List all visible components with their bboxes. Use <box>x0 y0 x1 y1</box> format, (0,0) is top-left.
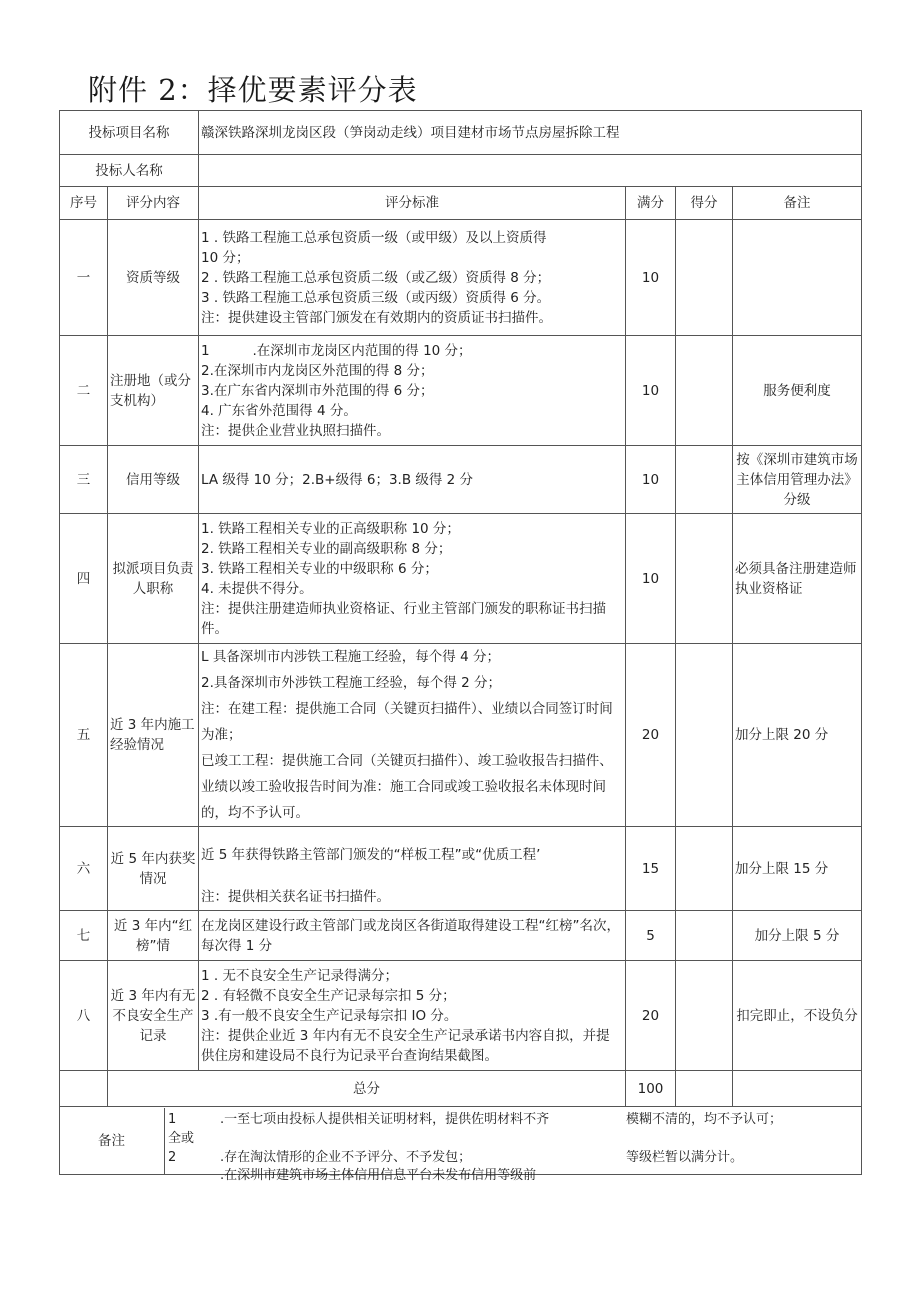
criteria-line: 10 分； <box>201 249 250 266</box>
table-row <box>60 911 862 961</box>
row-max: 10 <box>626 514 676 644</box>
row-item: 近 3 年内“红榜”情 <box>108 911 199 961</box>
col-header-max: 满分 <box>626 187 676 220</box>
criteria-line: 2 . 有轻微不良安全生产记录每宗扣 5 分； <box>201 987 456 1004</box>
table-row <box>60 644 862 827</box>
row-item: 拟派项目负责人职称 <box>108 514 199 644</box>
notes-label: 备注 <box>98 1132 125 1149</box>
note-text-cont: 模糊不清的，均不予认可； <box>626 1111 783 1127</box>
criteria-line: 3 .有一般不良安全生产记录每宗扣 IO 分。 <box>201 1007 458 1024</box>
criteria-line: 1 . 无不良安全生产记录得满分； <box>201 967 398 984</box>
row-criteria <box>199 827 626 911</box>
row-item: 近 5 年内获奖情况 <box>108 827 199 911</box>
row-remark: 加分上限 15 分 <box>733 827 862 911</box>
page-title: 附件 2：择优要素评分表 <box>88 73 418 107</box>
row-remark: 服务便利度 <box>733 336 862 446</box>
row-max: 10 <box>626 336 676 446</box>
note-number: 2 <box>168 1149 177 1165</box>
row-item: 近 3 年内施工经验情况 <box>108 644 199 827</box>
row-no: 四 <box>60 514 108 644</box>
row-criteria <box>199 446 626 514</box>
criteria-line: 近 5 年获得铁路主管部门颁发的“样板工程”或“优质工程’ <box>201 847 541 863</box>
row-criteria <box>199 336 626 446</box>
col-header-score: 得分 <box>676 187 733 220</box>
row-remark <box>733 220 862 336</box>
criteria-line: 注：提供注册建造师执业资格证、行业主管部门颁发的职称证书扫描件。 <box>201 600 606 637</box>
note-text: .存在淘汰情形的企业不予评分、不予发包； <box>220 1149 472 1165</box>
row-score[interactable] <box>676 827 733 911</box>
note-number: 1 <box>168 1111 177 1127</box>
notes-divider <box>164 1108 165 1174</box>
row-max: 15 <box>626 827 676 911</box>
row-score[interactable] <box>676 911 733 961</box>
row-remark: 加分上限 20 分 <box>733 644 862 827</box>
row-no: 七 <box>60 911 108 961</box>
total-score[interactable] <box>676 1071 733 1107</box>
criteria-line: 注：提供建设主管部门颁发在有效期内的资质证书扫描件。 <box>201 309 552 326</box>
row-remark: 加分上限 5 分 <box>733 911 862 961</box>
table-row <box>60 446 862 514</box>
row-criteria <box>199 514 626 644</box>
col-header-remark: 备注 <box>733 187 862 220</box>
criteria-line: 注：在建工程：提供施工合同（关键页扫描件）、业绩以合同签订时间为准； <box>201 701 613 743</box>
row-max: 10 <box>626 220 676 336</box>
column-header-row <box>60 187 862 220</box>
note-text-cont: 等级栏暂以满分计。 <box>626 1149 744 1165</box>
row-score[interactable] <box>676 446 733 514</box>
row-no: 八 <box>60 961 108 1071</box>
row-max: 20 <box>626 961 676 1071</box>
notes-row <box>60 1107 862 1175</box>
criteria-line: L 具备深圳市内涉铁工程施工经验，每个得 4 分； <box>201 649 500 665</box>
row-item: 资质等级 <box>108 220 199 336</box>
notes-block <box>60 1108 861 1183</box>
criteria-line: 在龙岗区建设行政主管部门或龙岗区各街道取得建设工程“红榜”名次，每次得 1 分 <box>201 917 620 954</box>
row-no: 一 <box>60 220 108 336</box>
row-remark: 必须具备注册建造师执业资格证 <box>733 514 862 644</box>
total-max: 100 <box>626 1071 676 1107</box>
row-no: 六 <box>60 827 108 911</box>
project-name-value: 赣深铁路深圳龙岗区段（笋岗动走线）项目建材市场节点房屋拆除工程 <box>199 111 862 155</box>
criteria-line: 注：提供相关获名证书扫描件。 <box>201 889 390 905</box>
row-score[interactable] <box>676 336 733 446</box>
criteria-line: 2.具备深圳市外涉铁工程施工经验，每个得 2 分； <box>201 675 502 691</box>
row-max: 20 <box>626 644 676 827</box>
total-no <box>60 1071 108 1107</box>
row-score[interactable] <box>676 644 733 827</box>
row-no: 五 <box>60 644 108 827</box>
criteria-line: LA 级得 10 分；2.B+级得 6；3.B 级得 2 分 <box>201 471 474 488</box>
total-remark <box>733 1071 862 1107</box>
criteria-line: 1 . 铁路工程施工总承包资质一级（或甲级）及以上资质得 <box>201 229 547 246</box>
row-criteria <box>199 644 626 827</box>
criteria-line: 注：提供企业近 3 年内有无不良安全生产记录承诺书内容自拟，并提供住房和建设局不良行为记录平台查询结果截图。 <box>201 1027 610 1064</box>
table-row <box>60 514 862 644</box>
notes-cell <box>60 1107 862 1183</box>
criteria-line: 1. 铁路工程相关专业的正高级职称 10 分； <box>201 520 460 537</box>
criteria-line: 已竣工工程：提供施工合同（关键页扫描件）、竣工验收报告扫描件、业绩以竣工验收报告时间为准：施工合同或竣工验收报名未体现时间的，均不予认可。 <box>201 753 613 821</box>
criteria-line: 1 .在深圳市龙岗区内范围的得 10 分； <box>201 342 472 359</box>
table-row <box>60 827 862 911</box>
col-header-no: 序号 <box>60 187 108 220</box>
criteria-line: 2. 铁路工程相关专业的副高级职称 8 分； <box>201 540 452 557</box>
row-score[interactable] <box>676 961 733 1071</box>
row-max: 10 <box>626 446 676 514</box>
bidder-name-row <box>60 155 862 187</box>
criteria-line: 3 . 铁路工程施工总承包资质三级（或丙级）资质得 6 分。 <box>201 289 551 306</box>
total-label: 总分 <box>108 1071 626 1107</box>
scoring-table <box>59 110 862 1183</box>
bidder-name-value[interactable] <box>199 155 862 187</box>
row-item: 注册地（或分支机构） <box>108 336 199 446</box>
criteria-line: 2.在深圳市内龙岗区外范围的得 8 分； <box>201 362 434 379</box>
table-row <box>60 336 862 446</box>
note-text: .一至七项由投标人提供相关证明材料，提供佐明材料不齐 <box>220 1111 550 1127</box>
criteria-line: 3.在广东省内深圳市外范围的得 6 分； <box>201 382 434 399</box>
bidder-name-label: 投标人名称 <box>60 155 199 187</box>
criteria-line: 注：提供企业营业执照扫描件。 <box>201 422 390 439</box>
criteria-line: 3. 铁路工程相关专业的中级职称 6 分； <box>201 560 438 577</box>
row-criteria <box>199 961 626 1071</box>
row-score[interactable] <box>676 514 733 644</box>
table-row <box>60 220 862 336</box>
row-score[interactable] <box>676 220 733 336</box>
row-remark: 按《深圳市建筑市场主体信用管理办法》分级 <box>733 446 862 514</box>
criteria-line: 4. 广东省外范围得 4 分。 <box>201 402 357 419</box>
table-row <box>60 961 862 1071</box>
note-text-wrap: 全或 <box>168 1130 195 1146</box>
row-item: 近 3 年内有无不良安全生产记录 <box>108 961 199 1071</box>
total-row <box>60 1071 862 1107</box>
row-criteria <box>199 220 626 336</box>
criteria-line: 2 . 铁路工程施工总承包资质二级（或乙级）资质得 8 分； <box>201 269 551 286</box>
col-header-item: 评分内容 <box>108 187 199 220</box>
criteria-line: 4. 未提供不得分。 <box>201 580 313 597</box>
row-no: 三 <box>60 446 108 514</box>
row-item: 信用等级 <box>108 446 199 514</box>
col-header-criteria: 评分标准 <box>199 187 626 220</box>
row-criteria <box>199 911 626 961</box>
project-name-row <box>60 111 862 155</box>
note-text: .在深圳市建筑市场主体信用信息平台未发布信用等级前 <box>220 1167 537 1183</box>
row-max: 5 <box>626 911 676 961</box>
row-remark: 扣完即止，不设负分 <box>733 961 862 1071</box>
row-no: 二 <box>60 336 108 446</box>
project-name-label: 投标项目名称 <box>60 111 199 155</box>
